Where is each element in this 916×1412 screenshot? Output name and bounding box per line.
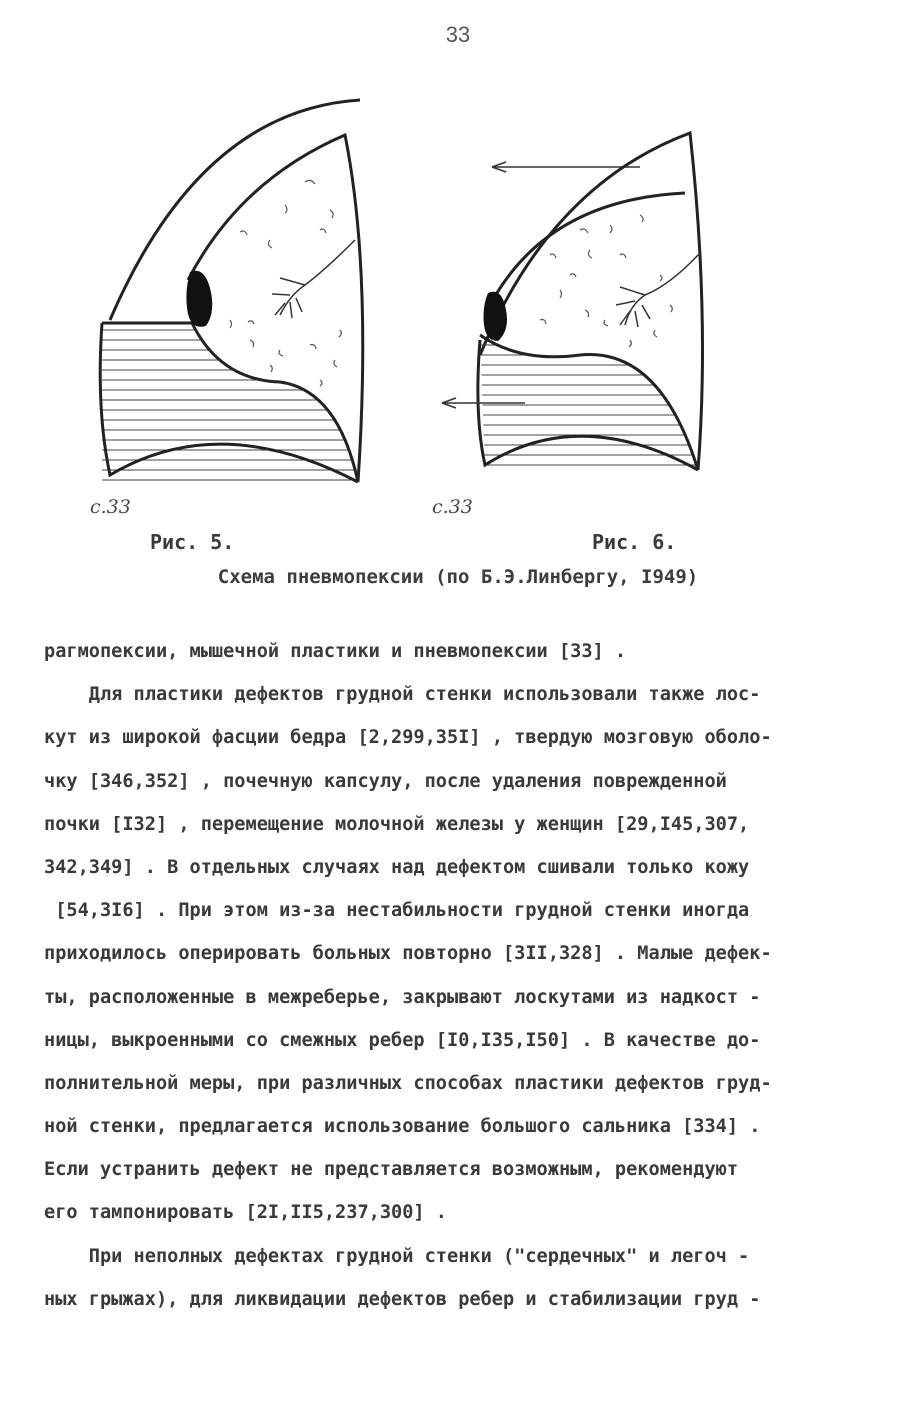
page-number: 33 xyxy=(445,22,471,47)
figure-5-label: Рис. 5. xyxy=(150,530,235,554)
text-line: кут из широкой фасции бедра [2,299,35I] , твердую мозговую оболо- xyxy=(44,727,772,749)
text-line: При неполных дефектах грудной стенки ("сердечных" и легоч - xyxy=(44,1245,750,1267)
text-line: чку [346,352] , почечную капсулу, после удаления поврежденной xyxy=(44,770,727,792)
text-line: рагмопексии, мышечной пластики и пневмопексии [33] . xyxy=(44,641,627,662)
text-line: [54,3I6] . При этом из-за нестабильности грудной стенки иногда xyxy=(44,900,750,922)
handwritten-note-figure-5: с.33 xyxy=(90,496,131,518)
text-line: почки [I32] , перемещение молочной железы у женщин [29,I45,307, xyxy=(44,813,750,835)
text-line: 342,349] . В отдельных случаях над дефектом сшивали только кожу xyxy=(44,856,750,878)
text-line: полнительной меры, при различных способах пластики дефектов груд- xyxy=(44,1072,772,1094)
figure-6-label: Рис. 6. xyxy=(592,530,677,554)
text-line: ницы, выкроенными со смежных ребер [I0,I35,I50] . В качестве до- xyxy=(44,1029,761,1051)
body-text xyxy=(44,630,880,1321)
text-line: ных грыжах), для ликвидации дефектов ребер и стабилизации груд - xyxy=(44,1288,761,1310)
text-line: Для пластики дефектов грудной стенки использовали также лос- xyxy=(44,684,761,706)
figure-caption: Схема пневмопексии (по Б.Э.Линбергу, I949) xyxy=(217,566,699,588)
figure-5-diagram xyxy=(80,90,380,490)
text-line: его тампонировать [2I,II5,237,300] . xyxy=(44,1202,447,1224)
handwritten-note-figure-6: с.33 xyxy=(432,496,473,518)
text-line: приходилось оперировать больных повторно [3II,328] . Малые дефек- xyxy=(44,943,772,965)
text-line: Если устранить дефект не представляется возможным, рекомендуют xyxy=(44,1159,739,1181)
text-line: ной стенки, предлагается использование большого сальника [334] . xyxy=(44,1116,761,1138)
figure-6-diagram xyxy=(430,115,720,495)
text-line: ты, расположенные в межреберье, закрывают лоскутами из надкост - xyxy=(44,986,761,1008)
